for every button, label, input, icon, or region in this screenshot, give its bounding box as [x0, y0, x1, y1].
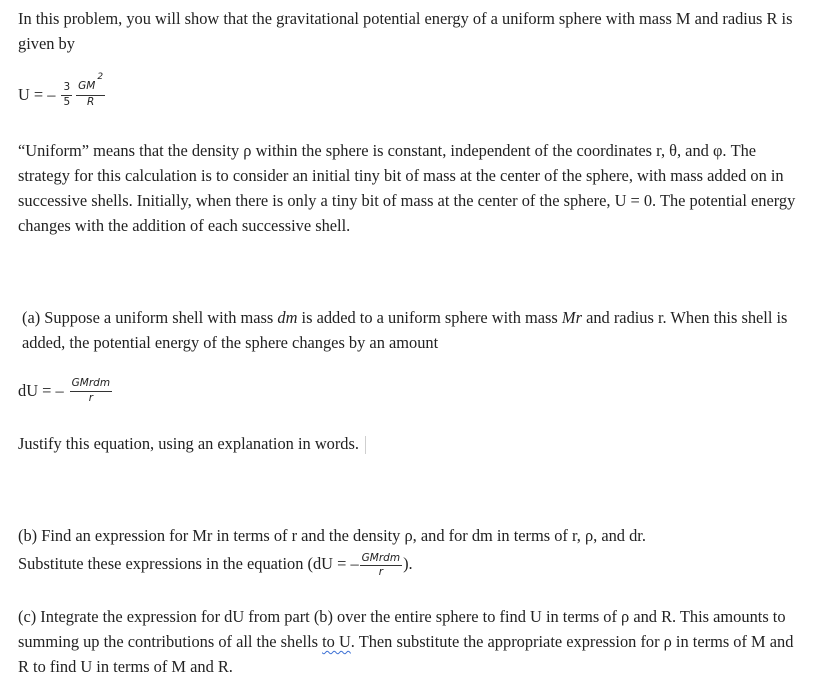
gm-numerator	[76, 72, 105, 96]
part-a-dm: dm	[277, 308, 298, 327]
part-a-pre: (a) Suppose a uniform shell with mass	[22, 308, 278, 327]
part-b-line2-post: ).	[403, 554, 413, 573]
du-denominator: r	[88, 392, 94, 404]
part-a-mr: Mr	[561, 308, 582, 327]
equation-lhs: U = –	[18, 84, 56, 104]
du-numerator: GMrdm	[70, 377, 112, 392]
gm-exponent: 2	[97, 72, 104, 82]
coefficient-numerator: 3	[61, 81, 72, 96]
part-a-post: and radius r. When this shell is added, the potential energy of the sphere changes by an amount	[22, 308, 788, 352]
part-b-fraction	[360, 552, 402, 578]
gm-numerator-text: GM	[78, 80, 96, 92]
coefficient-denominator: 5	[63, 95, 71, 108]
part-c-text	[18, 604, 803, 679]
part-a-mid: is added to a uniform sphere with mass	[297, 308, 562, 327]
du-fraction	[70, 377, 112, 405]
gm-fraction	[76, 72, 105, 109]
justify-text	[18, 431, 803, 456]
coefficient-fraction	[61, 81, 72, 109]
gm-denominator: R	[86, 96, 95, 108]
justify-label: Justify this equation, using an explanation in words.	[18, 434, 359, 453]
part-a-text	[22, 305, 803, 355]
spellcheck-underlined-text: to U	[322, 632, 351, 651]
uniform-paragraph: “Uniform” means that the density ρ within the sphere is constant, independent of the coordinates r, θ, and φ. The strategy for this calculation is to consider an initial tiny bit of mass at the center of the sphere, with mass added on in successive shells. Initially, when there is only a tiny bit of mass at the center of the sphere, U = 0. The potential energy changes with the addition of each successive shell.	[18, 141, 796, 235]
part-b-line2	[18, 551, 803, 578]
equation-du-lhs: dU = –	[18, 381, 64, 400]
equation-potential-energy	[18, 72, 105, 109]
part-c-post: . Then substitute the appropriate expression for ρ in terms of M and R to find U in terms of M and R.	[18, 632, 794, 676]
part-b-line2-pre: Substitute these expressions in the equation (dU = –	[18, 554, 359, 573]
intro-text: In this problem, you will show that the gravitational potential energy of a uniform sphere with mass M and radius R is given by	[18, 9, 793, 53]
part-b-frac-numerator: GMrdm	[361, 552, 401, 565]
equation-du	[18, 377, 112, 405]
part-b-line1: (b) Find an expression for Mr in terms of r and the density ρ, and for dm in terms of r, ρ, and dr.	[18, 526, 646, 545]
text-cursor	[365, 436, 366, 454]
part-b-frac-denominator: r	[378, 566, 384, 579]
part-c-pre: (c) Integrate the expression for dU from part (b) over the entire sphere to find U in terms of ρ and R. This amounts to summing up the contributions of all the shells	[18, 607, 786, 651]
